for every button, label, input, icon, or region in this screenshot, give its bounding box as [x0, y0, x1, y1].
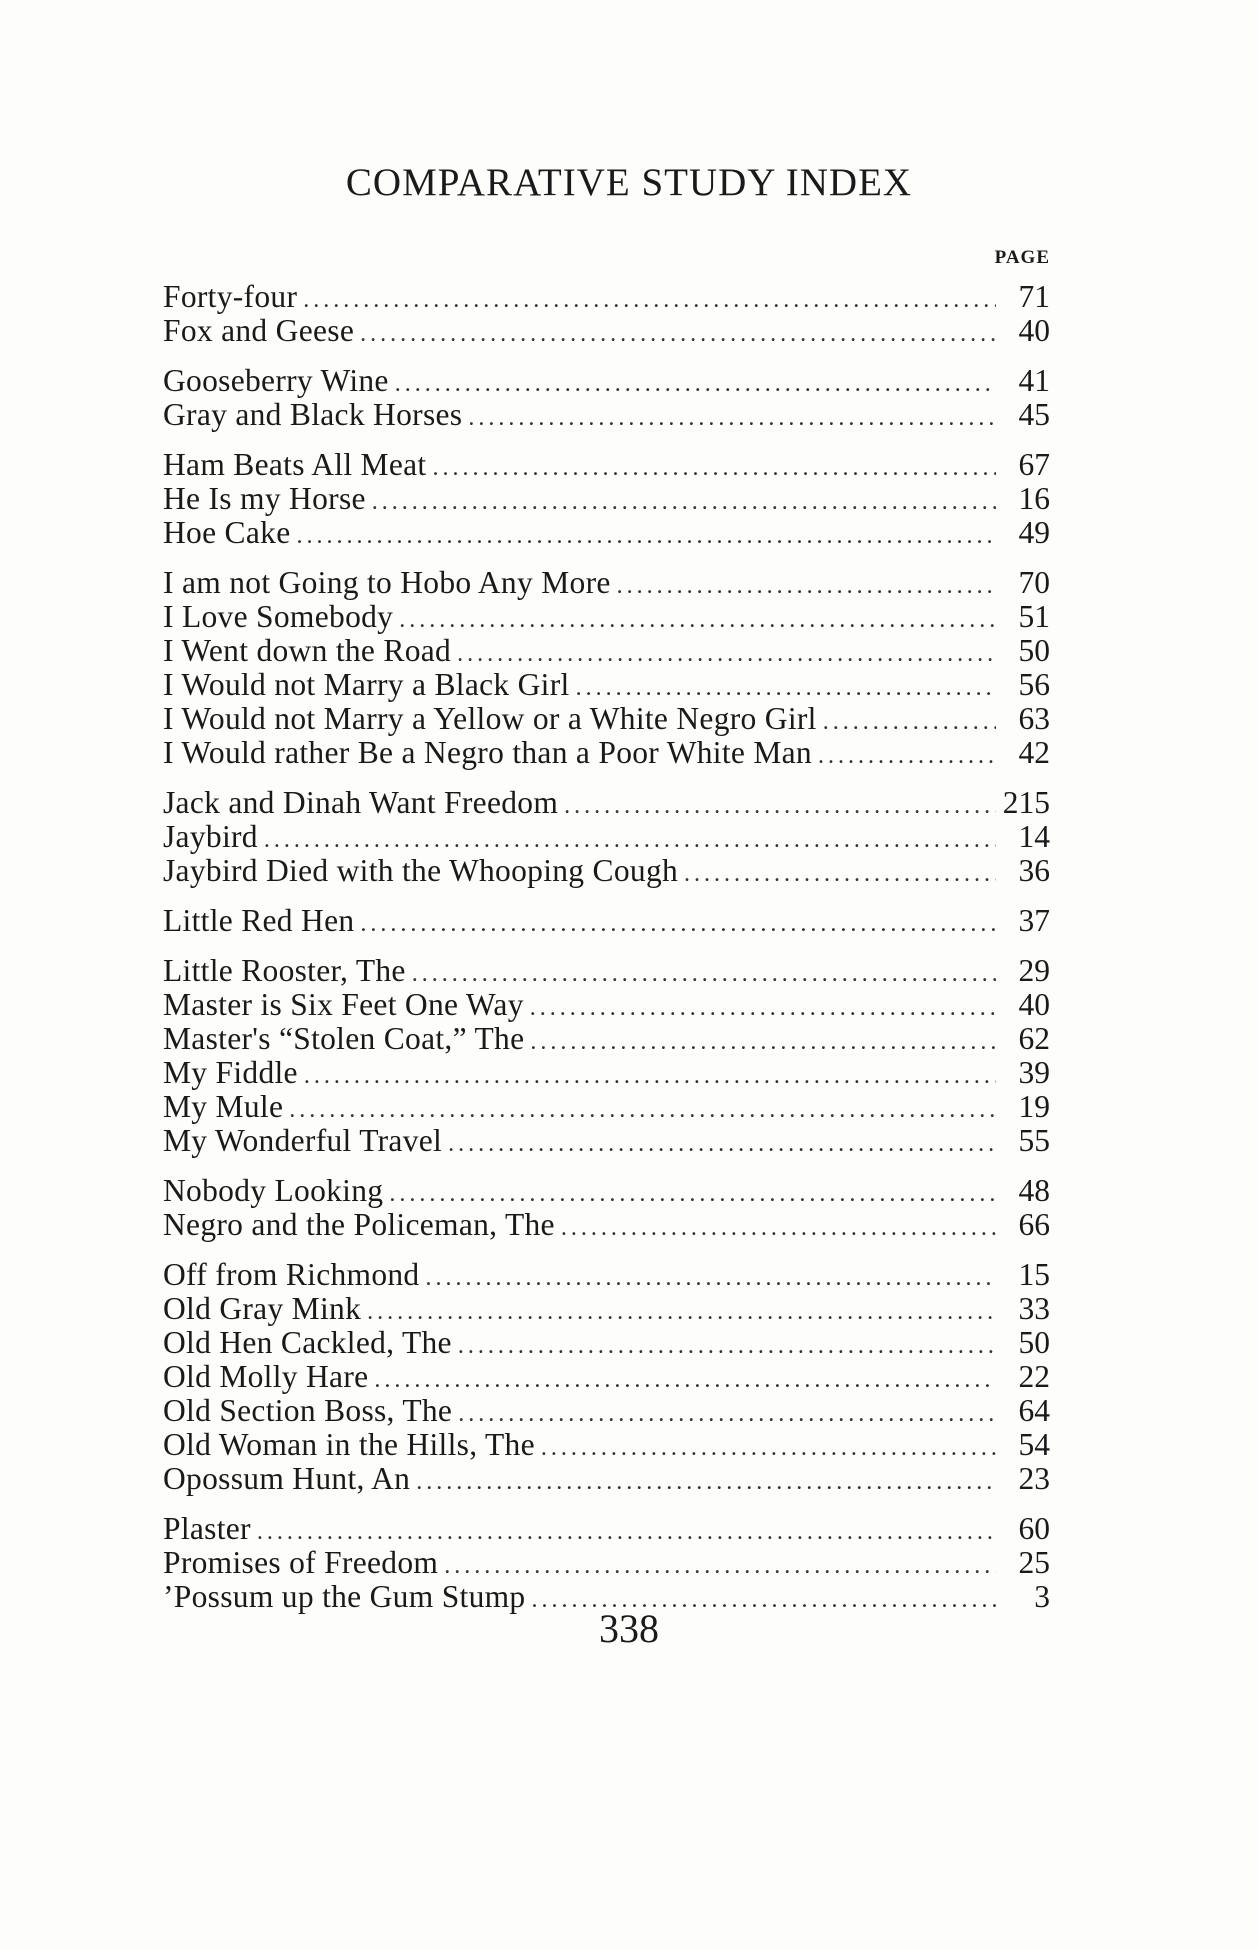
- dot-leader: [416, 1465, 996, 1499]
- dot-leader: [541, 1431, 996, 1465]
- index-entry: [163, 634, 1050, 668]
- dot-leader: [561, 1211, 996, 1245]
- entry-title: Old Hen Cackled, The: [163, 1325, 452, 1360]
- page-title: COMPARATIVE STUDY INDEX: [345, 161, 913, 204]
- entry-title: Opossum Hunt, An: [163, 1461, 411, 1496]
- entry-page-number: 50: [1018, 1325, 1050, 1360]
- index-group: [163, 1258, 1050, 1496]
- index-entry: [163, 280, 1050, 314]
- entry-page-number: 22: [1018, 1359, 1050, 1394]
- entry-page-number: 16: [1018, 481, 1050, 516]
- page-column-heading: PAGE: [994, 247, 1050, 268]
- dot-leader: [296, 519, 996, 553]
- index-entry: [163, 1208, 1050, 1242]
- index-entry: [163, 1022, 1050, 1056]
- entry-page-number: 64: [1018, 1393, 1050, 1428]
- index-group: [163, 566, 1050, 770]
- index-list: [163, 280, 1050, 1630]
- entry-page-number: 54: [1018, 1427, 1050, 1462]
- entry-page-number: 39: [1018, 1055, 1050, 1090]
- dot-leader: [303, 283, 996, 317]
- dot-leader: [372, 485, 996, 519]
- index-group: [163, 448, 1050, 550]
- entry-page-number: 56: [1018, 667, 1050, 702]
- entry-page-number: 14: [1018, 819, 1050, 854]
- entry-title: Off from Richmond: [163, 1257, 420, 1292]
- dot-leader: [426, 1261, 997, 1295]
- dot-leader: [458, 1329, 996, 1363]
- entry-page-number: 41: [1018, 363, 1050, 398]
- entry-page-number: 36: [1018, 853, 1050, 888]
- index-entry: [163, 1462, 1050, 1496]
- index-entry: [163, 702, 1050, 736]
- index-entry: [163, 1326, 1050, 1360]
- dot-leader: [399, 603, 996, 637]
- entry-page-number: 71: [1018, 279, 1050, 314]
- index-entry: [163, 786, 1050, 820]
- entry-page-number: 33: [1018, 1291, 1050, 1326]
- index-entry: [163, 736, 1050, 770]
- index-entry: [163, 398, 1050, 432]
- entry-title: I Would not Marry a Black Girl: [163, 667, 570, 702]
- entry-title: Jaybird Died with the Whooping Cough: [163, 853, 679, 888]
- entry-title: Old Gray Mink: [163, 1291, 362, 1326]
- entry-page-number: 55: [1018, 1123, 1050, 1158]
- entry-page-number: 62: [1018, 1021, 1050, 1056]
- entry-page-number: 15: [1018, 1257, 1050, 1292]
- entry-page-number: 215: [1002, 785, 1050, 820]
- dot-leader: [818, 739, 996, 773]
- index-entry: [163, 364, 1050, 398]
- index-group: [163, 904, 1050, 938]
- dot-leader: [458, 1397, 996, 1431]
- dot-leader: [360, 317, 996, 351]
- index-entry: [163, 1124, 1050, 1158]
- index-entry: [163, 1292, 1050, 1326]
- entry-title: Old Section Boss, The: [163, 1393, 453, 1428]
- index-entry: [163, 820, 1050, 854]
- dot-leader: [468, 401, 996, 435]
- entry-title: Old Molly Hare: [163, 1359, 369, 1394]
- entry-title: I Would not Marry a Yellow or a White Negro Girl: [163, 701, 817, 736]
- index-entry: [163, 566, 1050, 600]
- entry-page-number: 45: [1018, 397, 1050, 432]
- entry-title: He Is my Horse: [163, 481, 366, 516]
- dot-leader: [617, 569, 996, 603]
- dot-leader: [304, 1059, 996, 1093]
- index-entry: [163, 1546, 1050, 1580]
- entry-page-number: 49: [1018, 515, 1050, 550]
- dot-leader: [448, 1127, 996, 1161]
- entry-title: I am not Going to Hobo Any More: [163, 565, 611, 600]
- dot-leader: [684, 857, 996, 891]
- index-entry: [163, 1428, 1050, 1462]
- index-entry: [163, 1394, 1050, 1428]
- entry-title: My Fiddle: [163, 1055, 298, 1090]
- dot-leader: [530, 1025, 996, 1059]
- index-entry: [163, 988, 1050, 1022]
- entry-page-number: 37: [1018, 903, 1050, 938]
- dot-leader: [530, 991, 996, 1025]
- entry-title: Ham Beats All Meat: [163, 447, 427, 482]
- dot-leader: [257, 1515, 996, 1549]
- dot-leader: [389, 1177, 996, 1211]
- entry-title: Hoe Cake: [163, 515, 291, 550]
- index-entry: [163, 954, 1050, 988]
- dot-leader: [289, 1093, 996, 1127]
- entry-title: Fox and Geese: [163, 313, 355, 348]
- dot-leader: [374, 1363, 996, 1397]
- index-entry: [163, 1174, 1050, 1208]
- entry-title: Nobody Looking: [163, 1173, 384, 1208]
- entry-title: Old Woman in the Hills, The: [163, 1427, 535, 1462]
- entry-title: Master is Six Feet One Way: [163, 987, 524, 1022]
- entry-title: Negro and the Policeman, The: [163, 1207, 555, 1242]
- entry-page-number: 63: [1018, 701, 1050, 736]
- entry-title: Gooseberry Wine: [163, 363, 389, 398]
- entry-page-number: 66: [1018, 1207, 1050, 1242]
- dot-leader: [360, 907, 996, 941]
- entry-page-number: 40: [1018, 313, 1050, 348]
- entry-page-number: 19: [1018, 1089, 1050, 1124]
- page-number: 338: [599, 1606, 659, 1651]
- entry-title: Master's “Stolen Coat,” The: [163, 1021, 525, 1056]
- entry-title: Jaybird: [163, 819, 258, 854]
- dot-leader: [395, 367, 996, 401]
- dot-leader: [564, 789, 996, 823]
- entry-page-number: 25: [1018, 1545, 1050, 1580]
- entry-title: Gray and Black Horses: [163, 397, 463, 432]
- index-group: [163, 954, 1050, 1158]
- index-entry: [163, 314, 1050, 348]
- entry-page-number: 60: [1018, 1511, 1050, 1546]
- entry-page-number: 40: [1018, 987, 1050, 1022]
- entry-page-number: 51: [1018, 599, 1050, 634]
- entry-title: Little Red Hen: [163, 903, 355, 938]
- entry-title: I Love Somebody: [163, 599, 394, 634]
- entry-page-number: 23: [1018, 1461, 1050, 1496]
- index-entry: [163, 1512, 1050, 1546]
- index-entry: [163, 448, 1050, 482]
- dot-leader: [264, 823, 996, 857]
- index-entry: [163, 854, 1050, 888]
- entry-title: Little Rooster, The: [163, 953, 406, 988]
- entry-title: Plaster: [163, 1511, 251, 1546]
- index-group: [163, 1512, 1050, 1614]
- entry-title: ’Possum up the Gum Stump: [163, 1579, 526, 1614]
- index-entry: [163, 1360, 1050, 1394]
- entry-title: My Mule: [163, 1089, 284, 1124]
- dot-leader: [576, 671, 996, 705]
- index-group: [163, 280, 1050, 348]
- entry-page-number: 70: [1018, 565, 1050, 600]
- entry-page-number: 67: [1018, 447, 1050, 482]
- dot-leader: [412, 957, 996, 991]
- index-entry: [163, 516, 1050, 550]
- dot-leader: [444, 1549, 996, 1583]
- entry-title: Jack and Dinah Want Freedom: [163, 785, 559, 820]
- index-entry: [163, 482, 1050, 516]
- entry-page-number: 29: [1018, 953, 1050, 988]
- entry-page-number: 42: [1018, 735, 1050, 770]
- index-group: [163, 1174, 1050, 1242]
- index-group: [163, 786, 1050, 888]
- dot-leader: [823, 705, 996, 739]
- index-entry: [163, 668, 1050, 702]
- entry-page-number: 3: [1034, 1579, 1050, 1614]
- index-group: [163, 364, 1050, 432]
- dot-leader: [457, 637, 996, 671]
- entry-title: My Wonderful Travel: [163, 1123, 443, 1158]
- index-entry: [163, 1258, 1050, 1292]
- entry-title: Forty-four: [163, 279, 298, 314]
- dot-leader: [432, 451, 996, 485]
- index-entry: [163, 1056, 1050, 1090]
- index-entry: [163, 1090, 1050, 1124]
- entry-title: I Would rather Be a Negro than a Poor White Man: [163, 735, 812, 770]
- entry-page-number: 50: [1018, 633, 1050, 668]
- dot-leader: [367, 1295, 996, 1329]
- entry-title: Promises of Freedom: [163, 1545, 439, 1580]
- index-entry: [163, 904, 1050, 938]
- index-entry: [163, 600, 1050, 634]
- entry-page-number: 48: [1018, 1173, 1050, 1208]
- entry-title: I Went down the Road: [163, 633, 452, 668]
